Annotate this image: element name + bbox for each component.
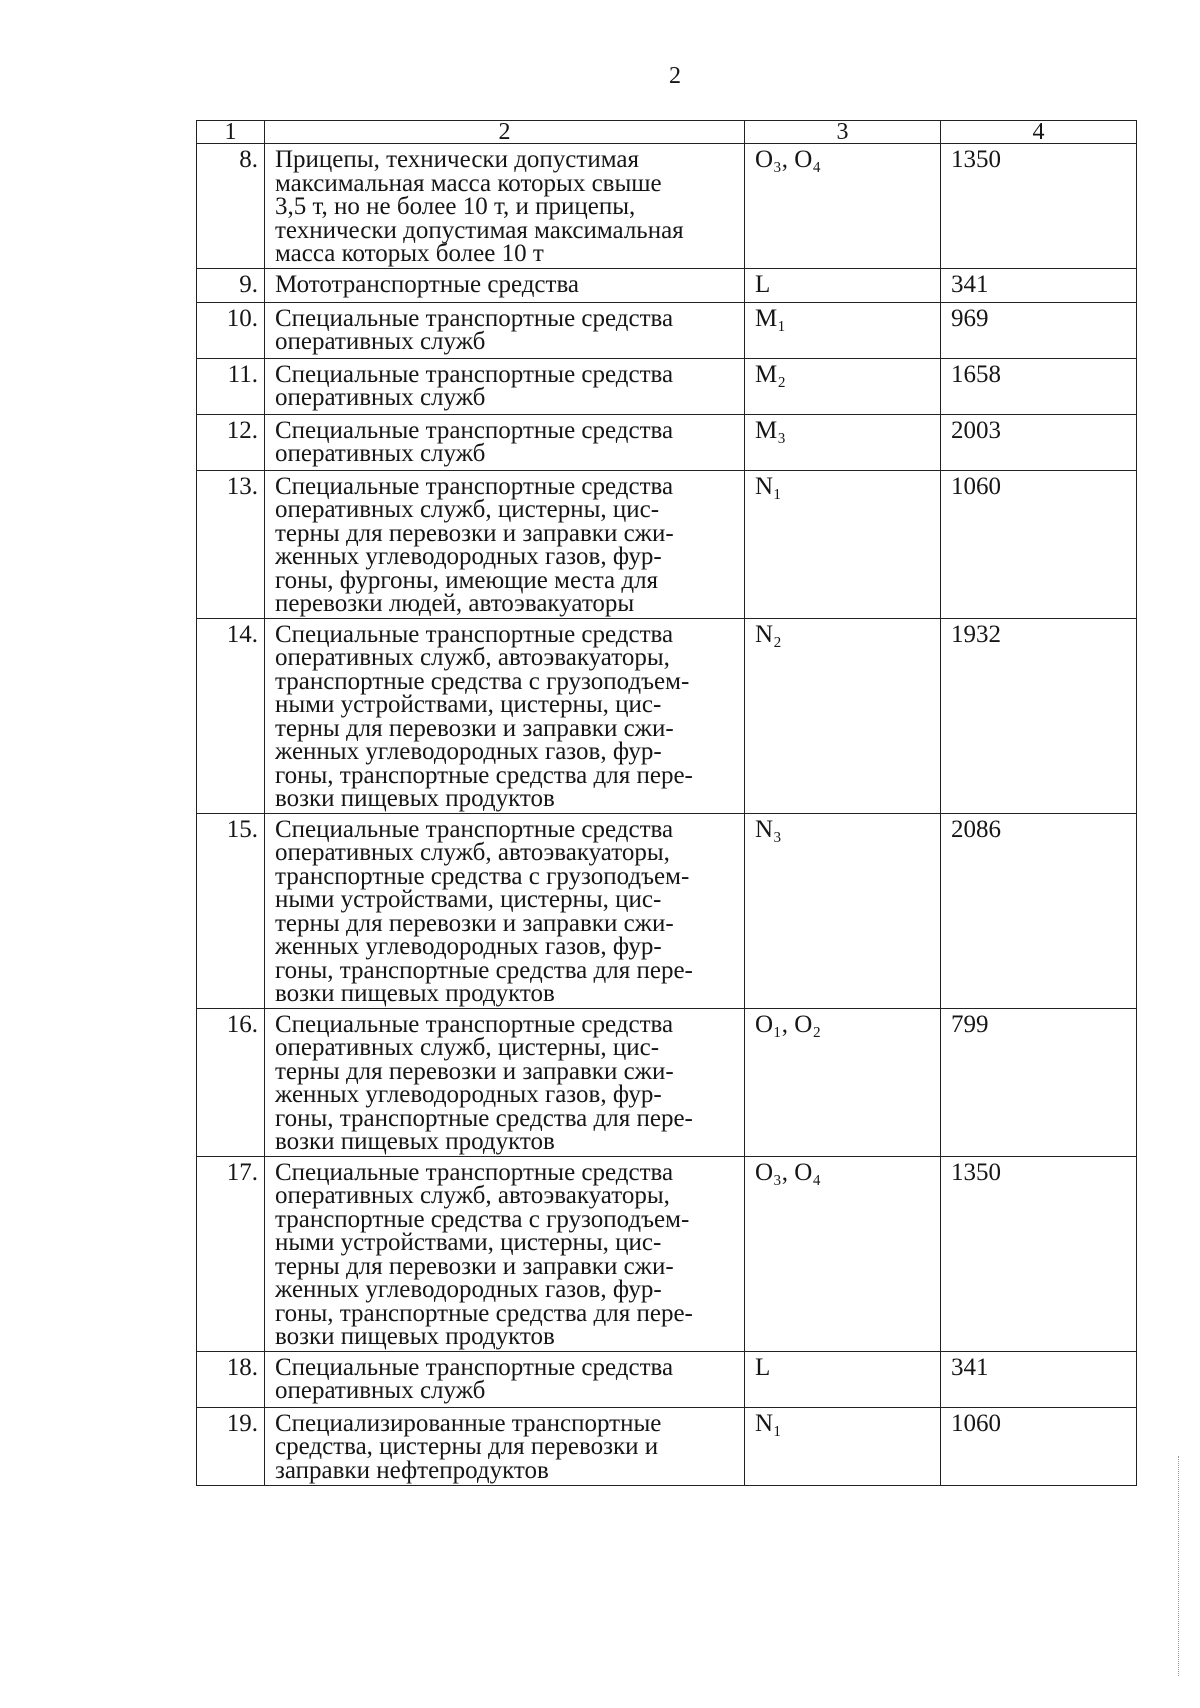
row-number-cell: 16. [197, 1008, 265, 1156]
table-row [197, 144, 1137, 269]
category-cell: L [745, 1351, 941, 1407]
description-cell: Специальные транспортные средства оперативных служб, автоэвакуаторы, транспортные средства с грузоподъем- ными устройствами, цистерны, цис- терны для перевозки и заправки сжи- женных углеводородных газов, фур- гоны, транспортные средства для пере- возки пищевых продуктов [265, 618, 745, 813]
row-number-cell: 12. [197, 414, 265, 470]
row-number-cell: 13. [197, 470, 265, 618]
row-number-cell: 14. [197, 618, 265, 813]
description-cell: Специализированные транспортные средства, цистерны для перевозки и заправки нефтепродуктов [265, 1407, 745, 1485]
category-cell: N₁ [745, 470, 941, 618]
column-header: 3 [745, 121, 941, 144]
table-row [197, 618, 1137, 813]
row-number-cell: 18. [197, 1351, 265, 1407]
value-cell: 799 [941, 1008, 1137, 1156]
row-number-cell: 10. [197, 302, 265, 358]
description-cell: Специальные транспортные средства оперативных служб [265, 358, 745, 414]
category-cell: M₃ [745, 414, 941, 470]
description-cell: Специальные транспортные средства оперативных служб, автоэвакуаторы, транспортные средства с грузоподъем- ными устройствами, цистерны, цис- терны для перевозки и заправки сжи- женных углеводородных газов, фур- гоны, транспортные средства для пере- возки пищевых продуктов [265, 1156, 745, 1351]
category-cell: L [745, 268, 941, 302]
scan-edge-artifact [1178, 1456, 1179, 1676]
table-row [197, 813, 1137, 1008]
column-number-header-row [197, 121, 1137, 144]
category-cell: O₁, O₂ [745, 1008, 941, 1156]
vehicle-category-table [196, 120, 1137, 1486]
table-body [197, 121, 1137, 1486]
category-cell: N₂ [745, 618, 941, 813]
value-cell: 1060 [941, 470, 1137, 618]
row-number-cell: 9. [197, 268, 265, 302]
category-cell: M₂ [745, 358, 941, 414]
column-header: 2 [265, 121, 745, 144]
category-cell: N₁ [745, 1407, 941, 1485]
column-header: 1 [197, 121, 265, 144]
table-row [197, 1156, 1137, 1351]
value-cell: 1350 [941, 1156, 1137, 1351]
category-cell: N₃ [745, 813, 941, 1008]
value-cell: 2003 [941, 414, 1137, 470]
value-cell: 969 [941, 302, 1137, 358]
value-cell: 2086 [941, 813, 1137, 1008]
value-cell: 341 [941, 268, 1137, 302]
category-cell: O₃, O₄ [745, 144, 941, 269]
table-row [197, 1351, 1137, 1407]
table-row [197, 1407, 1137, 1485]
column-header: 4 [941, 121, 1137, 144]
table-row [197, 268, 1137, 302]
value-cell: 1060 [941, 1407, 1137, 1485]
table-row [197, 470, 1137, 618]
description-cell: Мототранспортные средства [265, 268, 745, 302]
category-cell: M₁ [745, 302, 941, 358]
row-number-cell: 19. [197, 1407, 265, 1485]
description-cell: Специальные транспортные средства оперативных служб [265, 1351, 745, 1407]
page-number: 2 [669, 63, 681, 89]
value-cell: 341 [941, 1351, 1137, 1407]
table-row [197, 302, 1137, 358]
table-row [197, 1008, 1137, 1156]
description-cell: Специальные транспортные средства оперативных служб, цистерны, цис- терны для перевозки и заправки сжи- женных углеводородных газов, фур- гоны, фургоны, имеющие места для перевозки людей, автоэвакуаторы [265, 470, 745, 618]
description-cell: Специальные транспортные средства оперативных служб, цистерны, цис- терны для перевозки и заправки сжи- женных углеводородных газов, фур- гоны, транспортные средства для пере- возки пищевых продуктов [265, 1008, 745, 1156]
value-cell: 1932 [941, 618, 1137, 813]
value-cell: 1350 [941, 144, 1137, 269]
row-number-cell: 11. [197, 358, 265, 414]
description-cell: Прицепы, технически допустимая максимальная масса которых свыше 3,5 т, но не более 10 т, и прицепы, технически допустимая максимальная масса которых более 10 т [265, 144, 745, 269]
row-number-cell: 17. [197, 1156, 265, 1351]
description-cell: Специальные транспортные средства оперативных служб, автоэвакуаторы, транспортные средства с грузоподъем- ными устройствами, цистерны, цис- терны для перевозки и заправки сжи- женных углеводородных газов, фур- гоны, транспортные средства для пере- возки пищевых продуктов [265, 813, 745, 1008]
table-row [197, 414, 1137, 470]
description-cell: Специальные транспортные средства оперативных служб [265, 414, 745, 470]
category-cell: O₃, O₄ [745, 1156, 941, 1351]
value-cell: 1658 [941, 358, 1137, 414]
table-row [197, 358, 1137, 414]
row-number-cell: 8. [197, 144, 265, 269]
description-cell: Специальные транспортные средства оперативных служб [265, 302, 745, 358]
row-number-cell: 15. [197, 813, 265, 1008]
